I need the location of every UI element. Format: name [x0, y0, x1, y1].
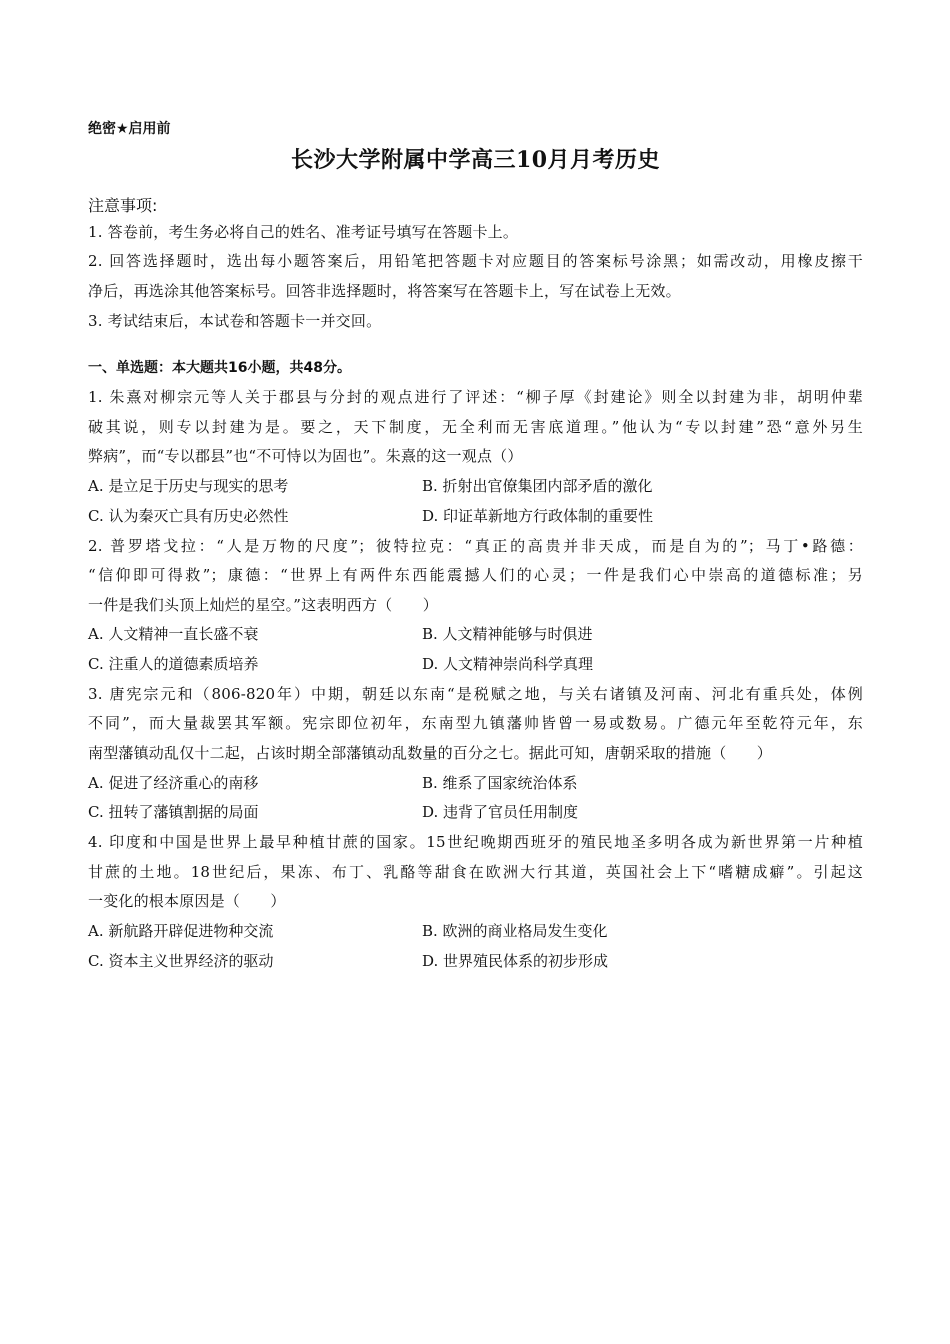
notes-heading: 注意事项:: [88, 196, 158, 215]
question-text: 1. 朱熹对柳宗元等人关于郡县与分封的观点进行了评述：“柳子厚《封建论》则全以封建为非，胡明仲辈: [88, 388, 863, 406]
question-text: 3. 唐宪宗元和（806-820年）中期，朝廷以东南“是税赋之地，与关右诸镇及河南、河北有重兵处，体例: [88, 685, 863, 703]
option-d: D. 世界殖民体系的初步形成: [422, 952, 609, 970]
question-text: “信仰即可得救”；康德：“世界上有两件东西能震撼人们的心灵；一件是我们心中崇高的道德标准；另: [88, 566, 863, 584]
option-a: A. 人文精神一直长盛不衰: [88, 625, 259, 643]
option-b: B. 欧洲的商业格局发生变化: [422, 922, 608, 940]
question-text: 2. 普罗塔戈拉：“人是万物的尺度”；彼特拉克：“真正的高贵并非天成，而是自为的”；马丁•路德：: [88, 537, 863, 555]
option-d: D. 印证革新地方行政体制的重要性: [422, 507, 654, 525]
option-a: A. 新航路开辟促进物种交流: [88, 922, 274, 940]
option-a: A. 是立足于历史与现实的思考: [88, 477, 289, 495]
question-text: 4. 印度和中国是世界上最早种植甘蔗的国家。15世纪晚期西班牙的殖民地圣多明各成为新世界第一片种植: [88, 833, 863, 851]
confidential-label: 绝密★启用前: [88, 121, 171, 137]
option-b: B. 维系了国家统治体系: [422, 774, 578, 792]
question-text: 南型藩镇动乱仅十二起，占该时期全部藩镇动乱数量的百分之七。据此可知，唐朝采取的措施（ ）: [88, 744, 773, 762]
option-d: D. 违背了官员任用制度: [422, 803, 579, 821]
option-c: C. 资本主义世界经济的驱动: [88, 952, 274, 970]
question-text: 甘蔗的土地。18世纪后，果冻、布丁、乳酪等甜食在欧洲大行其道，英国社会上下“嗜糖成癖”。引起这: [88, 863, 863, 881]
note-line: 净后，再选涂其他答案标号。回答非选择题时，将答案写在答题卡上，写在试卷上无效。: [88, 282, 681, 300]
option-c: C. 认为秦灭亡具有历史必然性: [88, 507, 289, 525]
note-line: 2. 回答选择题时，选出每小题答案后，用铅笔把答题卡对应题目的答案标号涂黑；如需改动，用橡皮擦干: [88, 252, 863, 270]
question-text: 破其说，则专以封建为是。要之，天下制度，无全利而无害底道理。”他认为“专以封建”恐“意外另生: [88, 418, 863, 436]
option-d: D. 人文精神崇尚科学真理: [422, 655, 594, 673]
question-text: 一件是我们头顶上灿烂的星空。”这表明西方（ ）: [88, 596, 438, 614]
option-b: B. 人文精神能够与时俱进: [422, 625, 593, 643]
note-line: 3. 考试结束后，本试卷和答题卡一并交回。: [88, 312, 382, 330]
exam-title: 长沙大学附属中学高三10月月考历史: [290, 147, 661, 173]
option-c: C. 扭转了藩镇割据的局面: [88, 803, 259, 821]
question-text: 一变化的根本原因是（ ）: [88, 892, 286, 910]
question-text: 弊病”，而“专以郡县”也“不可恃以为固也”。朱熹的这一观点（）: [88, 447, 523, 465]
option-a: A. 促进了经济重心的南移: [88, 774, 259, 792]
option-b: B. 折射出官僚集团内部矛盾的激化: [422, 477, 653, 495]
question-text: 不同”，而大量裁罢其军额。宪宗即位初年，东南型九镇藩帅皆曾一易或数易。广德元年至乾符元年，东: [88, 714, 863, 732]
section-heading: 一、单选题：本大题共16小题，共48分。: [88, 360, 351, 376]
note-line: 1. 答卷前，考生务必将自己的姓名、准考证号填写在答题卡上。: [88, 223, 519, 241]
option-c: C. 注重人的道德素质培养: [88, 655, 259, 673]
